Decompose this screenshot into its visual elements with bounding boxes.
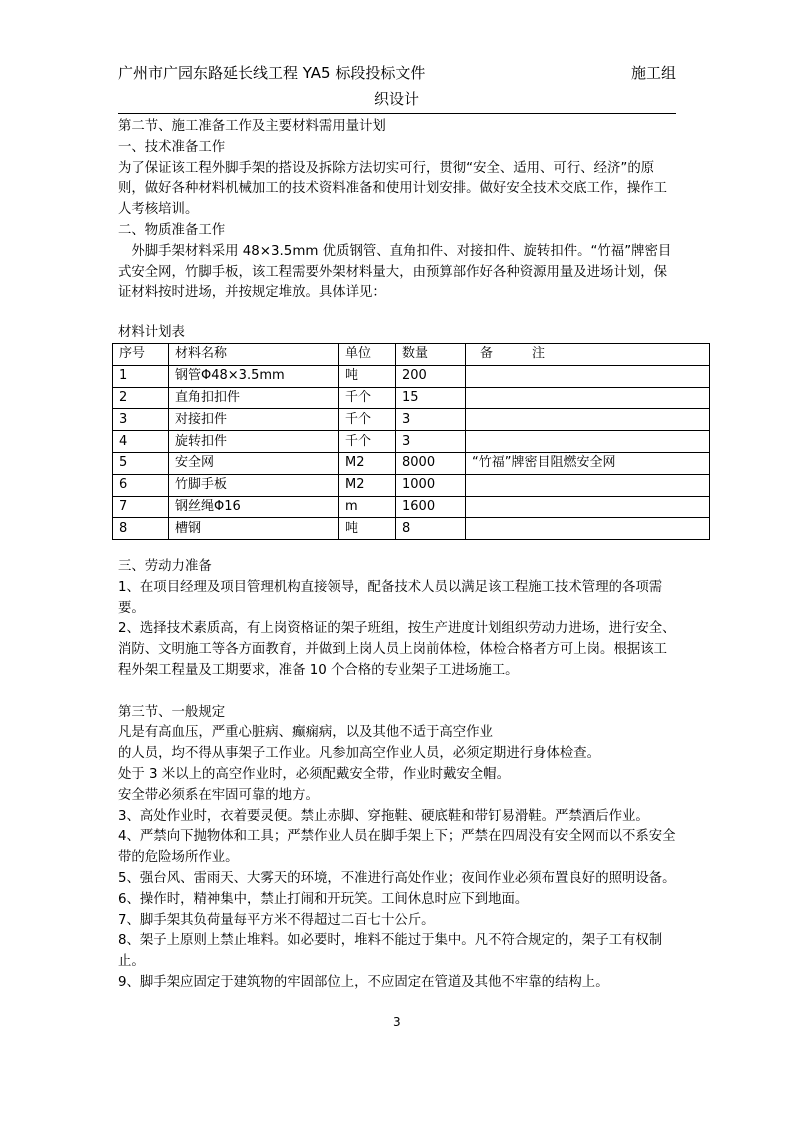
rule-line-2: 的人员，均不得从事架子工作业。凡参加高空作业人员，必须定期进行身体检查。: [118, 746, 601, 762]
cell-unit: 千个: [339, 387, 396, 409]
table-row: [113, 452, 710, 474]
labor-item-1: 1、在项目经理及项目管理机构直接领导，配备技术人员以满足该工程施工技术管理的各项需要。: [118, 579, 663, 616]
cell-remark: [466, 365, 710, 387]
cell-quantity: 15: [396, 387, 466, 409]
cell-index: 3: [113, 409, 169, 431]
rule-6: 6、操作时，精神集中，禁止打闹和开玩笑。工间休息时应下到地面。: [118, 891, 529, 907]
cell-quantity: 3: [396, 409, 466, 431]
cell-remark: [466, 518, 710, 540]
cell-remark: [466, 474, 710, 496]
material-prep-paragraph: 外脚手架材料采用 48×3.5mm 优质钢管、直角扣件、对接扣件、旋转扣件。“竹福”牌密目式安全网，竹脚手板，该工程需要外架材料量大，由预算部作好各种资源用量及进场计划，保证材料按时进场，并按规定堆放。具体详见：: [118, 243, 672, 301]
section-two: [118, 117, 680, 304]
table-row: [113, 518, 710, 540]
header-cell-name: 材料名称: [169, 344, 339, 366]
header-cell-index: 序号: [113, 344, 169, 366]
cell-name: 钢管Φ48×3.5mm: [169, 365, 339, 387]
cell-index: 5: [113, 452, 169, 474]
cell-index: 4: [113, 431, 169, 453]
rule-5: 5、强台风、雷雨天、大雾天的环境，不准进行高处作业；夜间作业必须布置良好的照明设备。: [118, 870, 676, 886]
table-row: [113, 409, 710, 431]
cell-remark: “竹福”牌密目阻燃安全网: [466, 452, 710, 474]
cell-index: 2: [113, 387, 169, 409]
header-divider: [118, 113, 676, 114]
labor-and-rules: [118, 557, 680, 994]
table-row: [113, 431, 710, 453]
rule-8: 8、架子上原则上禁止堆料。如必要时，堆料不能过于集中。凡不符合规定的，架子工有权制止。: [118, 933, 663, 970]
cell-remark: [466, 409, 710, 431]
cell-quantity: 3: [396, 431, 466, 453]
tech-prep-heading: 一、技术准备工作: [118, 139, 226, 155]
header-second-line: 织设计: [374, 90, 420, 108]
rule-line-1: 凡是有高血压，严重心脏病、癫痫病，以及其他不适于高空作业: [118, 725, 493, 741]
table-header-row: [113, 344, 710, 366]
cell-name: 直角扣扣件: [169, 387, 339, 409]
rule-4: 4、严禁向下抛物体和工具；严禁作业人员在脚手架上下；严禁在四周没有安全网而以不系安全带的危险场所作业。: [118, 829, 676, 866]
cell-index: 6: [113, 474, 169, 496]
cell-unit: 千个: [339, 431, 396, 453]
tech-prep-paragraph: 为了保证该工程外脚手架的搭设及拆除方法切实可行，贯彻“安全、适用、可行、经济”的原则，做好各种材料机械加工的技术资料准备和使用计划安排。做好安全技术交底工作，操作工人考核培训。: [118, 160, 668, 218]
cell-index: 1: [113, 365, 169, 387]
section-two-title: 第二节、施工准备工作及主要材料需用量计划: [118, 119, 386, 134]
rule-line-4: 安全带必须系在牢固可靠的地方。: [118, 787, 319, 803]
cell-index: 8: [113, 518, 169, 540]
table-row: [113, 496, 710, 518]
cell-remark: [466, 431, 710, 453]
cell-quantity: 200: [396, 365, 466, 387]
table-row: [113, 365, 710, 387]
material-plan-table: [112, 343, 710, 540]
cell-unit: M2: [339, 474, 396, 496]
rule-3: 3、高处作业时，衣着要灵便。禁止赤脚、穿拖鞋、硬底鞋和带钉易滑鞋。严禁酒后作业。: [118, 808, 649, 824]
cell-quantity: 1600: [396, 496, 466, 518]
header-right-text: 施工组: [630, 64, 676, 82]
section-three-title: 第三节、一般规定: [118, 704, 226, 720]
cell-name: 槽钢: [169, 518, 339, 540]
rule-9: 9、脚手架应固定于建筑物的牢固部位上，不应固定在管道及其他不牢靠的结构上。: [118, 974, 609, 990]
cell-unit: m: [339, 496, 396, 518]
table-row: [113, 387, 710, 409]
page-number: 3: [393, 1015, 401, 1029]
cell-unit: 吨: [339, 365, 396, 387]
cell-remark: [466, 387, 710, 409]
rule-7: 7、脚手架其负荷量每平方米不得超过二百七十公斤。: [118, 912, 435, 928]
header-cell-remark: 备 注: [466, 344, 710, 366]
cell-name: 安全网: [169, 452, 339, 474]
cell-unit: 吨: [339, 518, 396, 540]
cell-name: 旋转扣件: [169, 431, 339, 453]
cell-quantity: 8000: [396, 452, 466, 474]
spacer: [118, 682, 680, 703]
cell-unit: M2: [339, 452, 396, 474]
cell-unit: 千个: [339, 409, 396, 431]
cell-name: 竹脚手板: [169, 474, 339, 496]
table-row: [113, 474, 710, 496]
cell-quantity: 1000: [396, 474, 466, 496]
rule-line-3: 处于 3 米以上的高空作业时，必须配戴安全带，作业时戴安全帽。: [118, 766, 510, 782]
material-prep-heading: 二、物质准备工作: [118, 222, 226, 238]
header-title: 广州市广园东路延长线工程 YA5 标段投标文件: [118, 64, 426, 82]
cell-name: 钢丝绳Φ16: [169, 496, 339, 518]
header-cell-quantity: 数量: [396, 344, 466, 366]
cell-name: 对接扣件: [169, 409, 339, 431]
labor-heading: 三、劳动力准备: [118, 559, 212, 574]
labor-item-2: 2、选择技术素质高，有上岗资格证的架子班组，按生产进度计划组织劳动力进场，进行安全、消防、文明施工等各方面教育，并做到上岗人员上岗前体检，体检合格者方可上岗。根据该工程外架工程量及工期要求，准备 10 个合格的专业架子工进场施工。: [118, 621, 676, 678]
cell-remark: [466, 496, 710, 518]
header-cell-unit: 单位: [339, 344, 396, 366]
cell-quantity: 8: [396, 518, 466, 540]
cell-index: 7: [113, 496, 169, 518]
table-caption: 材料计划表: [118, 325, 185, 340]
